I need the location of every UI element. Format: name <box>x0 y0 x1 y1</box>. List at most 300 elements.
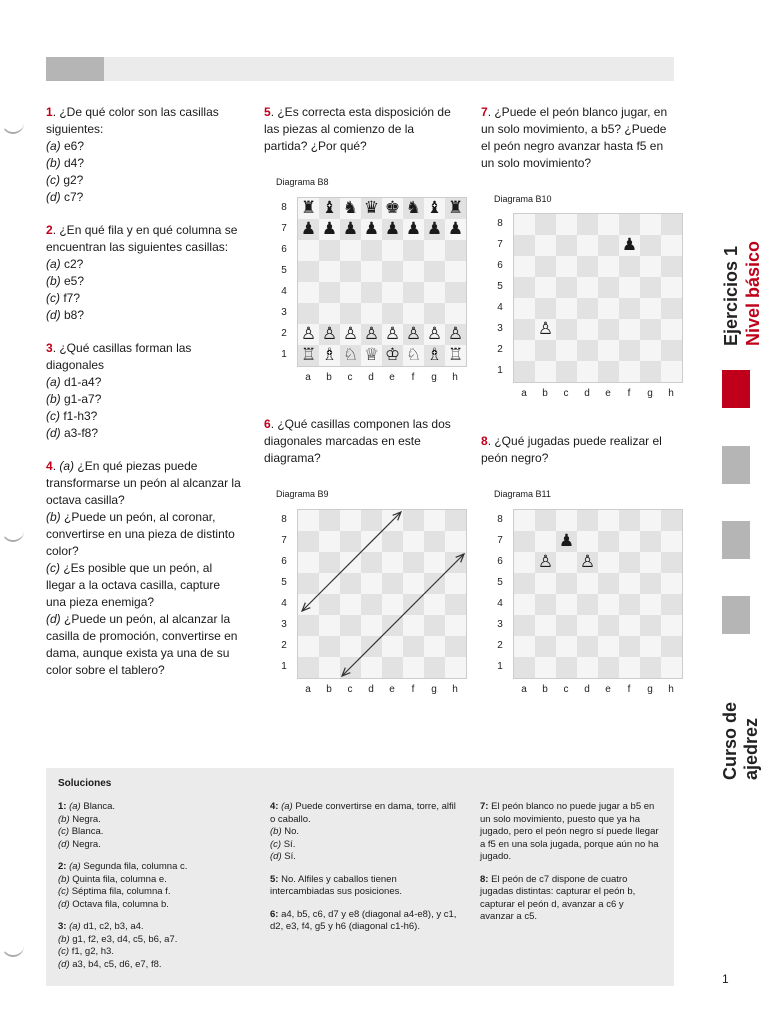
square-c3 <box>340 303 361 324</box>
square-e6 <box>598 552 619 573</box>
square-d3 <box>361 303 382 324</box>
square-b3 <box>319 303 340 324</box>
question-option: (c) ¿Es posible que un peón, al llegar a la octava casilla, capture una pieza enemiga? <box>46 561 221 609</box>
file-label: f <box>627 684 631 695</box>
square-e8 <box>598 214 619 235</box>
square-g2 <box>640 340 661 361</box>
square-e4 <box>598 298 619 319</box>
square-g3 <box>640 319 661 340</box>
file-label: b <box>542 684 548 695</box>
chess-piece-g1: ♗ <box>426 345 443 365</box>
square-b4 <box>319 282 340 303</box>
square-f5 <box>619 573 640 594</box>
square-f2 <box>619 636 640 657</box>
square-f6 <box>619 552 640 573</box>
square-g6 <box>640 256 661 277</box>
square-h6 <box>445 240 466 261</box>
square-d8 <box>577 510 598 531</box>
question-option: (d) b8? <box>46 308 85 322</box>
question-items <box>46 138 242 206</box>
square-h4 <box>661 594 682 615</box>
square-e3 <box>598 319 619 340</box>
square-a3 <box>514 319 535 340</box>
square-c1 <box>556 361 577 382</box>
chess-piece-a2: ♙ <box>300 324 317 344</box>
side-tab <box>722 596 750 634</box>
square-h4 <box>661 298 682 319</box>
file-label: f <box>411 684 415 695</box>
questions-column-1 <box>46 104 242 689</box>
question-5: 5. ¿Es correcta esta disposición de las piezas al comienzo de la partida? ¿Por qué? <box>264 105 451 153</box>
file-label: b <box>326 372 332 383</box>
square-b5 <box>319 261 340 282</box>
square-d2 <box>577 340 598 361</box>
rank-label: 1 <box>497 365 503 376</box>
chess-piece-f1: ♘ <box>405 345 422 365</box>
file-label: a <box>305 372 311 383</box>
header-strip <box>46 57 674 81</box>
chess-piece-c2: ♙ <box>342 324 359 344</box>
chess-piece-a1: ♖ <box>300 345 317 365</box>
rank-label: 6 <box>281 556 287 567</box>
square-g2 <box>640 636 661 657</box>
square-c8 <box>556 510 577 531</box>
file-label: d <box>368 684 374 695</box>
chess-piece-e1: ♔ <box>384 345 401 365</box>
square-h8 <box>661 214 682 235</box>
file-label: a <box>521 388 527 399</box>
solution-entry: 8: El peón de c7 dispone de cuatro jugadas distintas: capturar el peón b, capturar el peón d, avanzar a c6 y avanzar a c5. <box>480 873 636 922</box>
chess-piece-g7: ♟ <box>426 219 443 239</box>
rank-label: 8 <box>281 202 287 213</box>
square-a1 <box>514 361 535 382</box>
chess-piece-h8: ♜ <box>447 198 464 218</box>
question-option: (b) g1-a7? <box>46 392 102 406</box>
rank-label: 1 <box>281 661 287 672</box>
square-c8 <box>556 214 577 235</box>
square-g7 <box>640 235 661 256</box>
square-h6 <box>661 256 682 277</box>
square-a5 <box>298 261 319 282</box>
rank-label: 3 <box>281 307 287 318</box>
square-f6 <box>403 240 424 261</box>
solution-entry: 6: a4, b5, c6, d7 y e8 (diagonal a4-e8), y c1, d2, e3, f4, g5 y h6 (diagonal c1-h6). <box>270 908 457 932</box>
question-3: 3. ¿Qué casillas forman las diagonales (a) d1-a4? (b) g1-a7? (c) f1-h3? (d) a3-f8? <box>46 340 242 442</box>
chess-piece-h2: ♙ <box>447 324 464 344</box>
side-course-title <box>720 684 766 780</box>
rank-label: 6 <box>281 244 287 255</box>
chess-piece-d6: ♙ <box>579 552 596 572</box>
square-b1 <box>535 657 556 678</box>
square-h5 <box>661 277 682 298</box>
chess-piece-d2: ♙ <box>363 324 380 344</box>
square-a6 <box>514 552 535 573</box>
square-f7 <box>619 531 640 552</box>
question-6: 6. ¿Qué casillas componen las dos diagonales marcadas en este diagrama? <box>264 417 451 465</box>
square-h2 <box>661 340 682 361</box>
file-label: h <box>668 684 674 695</box>
square-h3 <box>661 319 682 340</box>
square-g3 <box>640 615 661 636</box>
question-option: (a) c2? <box>46 257 84 271</box>
rank-label: 4 <box>497 302 503 313</box>
square-f8 <box>619 214 640 235</box>
rank-label: 1 <box>497 661 503 672</box>
question-option: (c) g2? <box>46 173 84 187</box>
file-label: e <box>389 684 395 695</box>
square-c6 <box>556 256 577 277</box>
chess-piece-d8: ♛ <box>363 198 380 218</box>
file-label: d <box>368 372 374 383</box>
course-line-1: Curso de <box>720 701 740 780</box>
solution-entry: 2: (a) Segunda fila, columna c. (b) Quinta fila, columna e. (c) Séptima fila, columna f. (d) Octava fila, columna b. <box>58 861 188 910</box>
chess-piece-g8: ♝ <box>426 198 443 218</box>
square-c4 <box>340 282 361 303</box>
square-g3 <box>424 303 445 324</box>
file-label: g <box>647 388 653 399</box>
chess-piece-e2: ♙ <box>384 324 401 344</box>
question-items <box>46 374 242 442</box>
square-c4 <box>556 594 577 615</box>
square-f4 <box>403 282 424 303</box>
square-d3 <box>577 615 598 636</box>
chess-piece-b1: ♗ <box>321 345 338 365</box>
square-e2 <box>598 636 619 657</box>
question-option: (c) f7? <box>46 291 81 305</box>
square-e1 <box>598 657 619 678</box>
square-e1 <box>598 361 619 382</box>
solution-entry: 4: (a) Puede convertirse en dama, torre, alfil o caballo. (b) No. (c) Sí. (d) Sí. <box>270 801 456 862</box>
solution-entry: 7: El peón blanco no puede jugar a b5 en un solo movimiento, puesto que ya ha jugado, pero el peón negro sí puede llegar a f5 en una sola jugada, porque aún no ha jugado. <box>480 801 659 862</box>
file-label: a <box>521 684 527 695</box>
chess-piece-f2: ♙ <box>405 324 422 344</box>
header-block <box>46 57 104 81</box>
square-d1 <box>577 361 598 382</box>
chess-piece-f7: ♟ <box>405 219 422 239</box>
question-option: (a) e6? <box>46 139 85 153</box>
square-f6 <box>619 256 640 277</box>
question-option: (d) ¿Puede un peón, al alcanzar la casilla de promoción, convertirse en dama, aunque exista ya una de su color sobre el tablero? <box>46 612 238 677</box>
diagonal-c1-h6 <box>342 554 464 676</box>
question-option: (b) d4? <box>46 156 85 170</box>
square-e7 <box>598 235 619 256</box>
square-b8 <box>535 510 556 531</box>
side-title-line-2: Nivel básico <box>743 240 763 346</box>
chess-piece-b8: ♝ <box>321 198 338 218</box>
file-label: h <box>452 684 458 695</box>
question-option: (c) f1-h3? <box>46 409 98 423</box>
square-a6 <box>514 256 535 277</box>
square-a5 <box>514 573 535 594</box>
square-d8 <box>577 214 598 235</box>
file-label: c <box>347 684 353 695</box>
square-b2 <box>535 340 556 361</box>
chess-piece-b6: ♙ <box>537 552 554 572</box>
rank-label: 5 <box>497 281 503 292</box>
diagram-b10-title: Diagrama B10 <box>494 194 552 204</box>
square-b4 <box>535 594 556 615</box>
file-label: c <box>563 684 569 695</box>
square-g4 <box>424 282 445 303</box>
square-h1 <box>661 657 682 678</box>
square-d3 <box>577 319 598 340</box>
chess-piece-e8: ♚ <box>384 198 401 218</box>
square-f2 <box>619 340 640 361</box>
question-items <box>46 256 242 324</box>
file-label: h <box>452 372 458 383</box>
square-a3 <box>298 303 319 324</box>
rank-label: 2 <box>497 344 503 355</box>
file-label: e <box>605 684 611 695</box>
square-c6 <box>340 240 361 261</box>
square-a6 <box>298 240 319 261</box>
rank-label: 6 <box>497 260 503 271</box>
file-label: c <box>347 372 353 383</box>
file-label: g <box>431 684 437 695</box>
rank-label: 6 <box>497 556 503 567</box>
square-e6 <box>598 256 619 277</box>
square-f3 <box>619 615 640 636</box>
square-h3 <box>661 615 682 636</box>
question-8: 8. ¿Qué jugadas puede realizar el peón negro? <box>481 434 662 465</box>
square-g6 <box>640 552 661 573</box>
file-label: d <box>584 388 590 399</box>
question-option: (b) ¿Puede un peón, al coronar, convertirse en una pieza de distinto color? <box>46 510 235 558</box>
chess-piece-f8: ♞ <box>405 198 422 218</box>
square-b6 <box>535 256 556 277</box>
square-a4 <box>514 298 535 319</box>
square-e8 <box>598 510 619 531</box>
square-c3 <box>556 615 577 636</box>
square-f1 <box>619 361 640 382</box>
square-c5 <box>556 277 577 298</box>
square-h7 <box>661 531 682 552</box>
square-g4 <box>640 594 661 615</box>
square-h3 <box>445 303 466 324</box>
solutions-column-1 <box>58 801 258 981</box>
square-f8 <box>619 510 640 531</box>
file-label: h <box>668 388 674 399</box>
rank-label: 5 <box>281 265 287 276</box>
page-number: 1 <box>722 972 729 986</box>
side-section-title <box>720 226 766 346</box>
file-label: e <box>389 372 395 383</box>
chess-piece-h1: ♖ <box>447 345 464 365</box>
diagram-b11-title: Diagrama B11 <box>494 489 551 499</box>
square-g1 <box>640 361 661 382</box>
square-f1 <box>619 657 640 678</box>
square-h4 <box>445 282 466 303</box>
solutions-column-3 <box>480 801 660 934</box>
solution-entry: 1: (a) Blanca. (b) Negra. (c) Blanca. (d) Negra. <box>58 801 116 850</box>
square-c4 <box>556 298 577 319</box>
square-d7 <box>577 531 598 552</box>
rank-label: 8 <box>497 218 503 229</box>
square-a2 <box>514 636 535 657</box>
file-label: a <box>305 684 311 695</box>
square-f3 <box>619 319 640 340</box>
chess-piece-b3: ♙ <box>537 319 554 339</box>
square-g4 <box>640 298 661 319</box>
diagonals-overlay <box>298 510 466 678</box>
square-h5 <box>661 573 682 594</box>
square-d6 <box>577 256 598 277</box>
question-2: 2. ¿En qué fila y en qué columna se encuentran las siguientes casillas: (a) c2? (b) e5? (c) f7? (d) b8? <box>46 222 242 324</box>
rank-label: 7 <box>497 535 503 546</box>
solutions-title: Soluciones <box>58 778 112 789</box>
square-d6 <box>361 240 382 261</box>
square-b6 <box>319 240 340 261</box>
question-option: (a) d1-a4? <box>46 375 102 389</box>
file-label: f <box>627 388 631 399</box>
square-g5 <box>640 573 661 594</box>
chess-piece-b2: ♙ <box>321 324 338 344</box>
square-h5 <box>445 261 466 282</box>
square-d1 <box>577 657 598 678</box>
square-g8 <box>640 214 661 235</box>
square-f4 <box>619 594 640 615</box>
side-tab <box>722 446 750 484</box>
rank-label: 2 <box>281 328 287 339</box>
chess-piece-g2: ♙ <box>426 324 443 344</box>
question-7: 7. ¿Puede el peón blanco jugar, en un solo movimiento, a b5? ¿Puede el peón negro avanzar hasta f5 en un solo movimiento? <box>481 105 668 170</box>
square-g1 <box>640 657 661 678</box>
chess-piece-d7: ♟ <box>363 219 380 239</box>
square-d4 <box>361 282 382 303</box>
rank-label: 4 <box>281 286 287 297</box>
chess-piece-b7: ♟ <box>321 219 338 239</box>
chess-piece-e7: ♟ <box>384 219 401 239</box>
square-e5 <box>598 277 619 298</box>
binder-hole <box>2 520 32 550</box>
square-c6 <box>556 552 577 573</box>
square-d4 <box>577 298 598 319</box>
square-c1 <box>556 657 577 678</box>
square-a7 <box>514 531 535 552</box>
rank-label: 7 <box>281 223 287 234</box>
square-b5 <box>535 277 556 298</box>
binder-hole <box>2 935 32 965</box>
diagram-b9-title: Diagrama B9 <box>276 489 329 499</box>
square-b3 <box>535 615 556 636</box>
rank-label: 3 <box>497 619 503 630</box>
square-h1 <box>661 361 682 382</box>
square-c5 <box>556 573 577 594</box>
square-a2 <box>514 340 535 361</box>
square-c5 <box>340 261 361 282</box>
rank-label: 5 <box>497 577 503 588</box>
rank-label: 5 <box>281 577 287 588</box>
square-d5 <box>577 277 598 298</box>
file-label: d <box>584 684 590 695</box>
file-label: g <box>431 372 437 383</box>
square-a5 <box>514 277 535 298</box>
course-line-2: ajedrez <box>741 717 761 780</box>
question-items <box>46 509 242 679</box>
square-d5 <box>577 573 598 594</box>
square-d4 <box>577 594 598 615</box>
rank-label: 4 <box>497 598 503 609</box>
square-e2 <box>598 340 619 361</box>
chess-piece-c8: ♞ <box>342 198 359 218</box>
square-e3 <box>382 303 403 324</box>
square-b5 <box>535 573 556 594</box>
question-option: (d) a3-f8? <box>46 426 99 440</box>
square-a8 <box>514 214 535 235</box>
square-e5 <box>382 261 403 282</box>
square-g6 <box>424 240 445 261</box>
square-c2 <box>556 340 577 361</box>
chess-piece-c1: ♘ <box>342 345 359 365</box>
square-h6 <box>661 552 682 573</box>
file-label: e <box>605 388 611 399</box>
question-4: 4. (a) ¿En qué piezas puede transformarse un peón al alcanzar la octava casilla? (b) ¿Puede un peón, al coronar, convertirse en una pieza de distinto color? (c) ¿Es posible que un peón, al llegar a la octava casilla, capture una pieza enemiga? (d) ¿Puede un peón, al alcanzar la casilla de promoción, convertirse en dama, aunque exista ya una de su color sobre el tablero? <box>46 459 241 677</box>
chess-piece-c7: ♟ <box>342 219 359 239</box>
question-option: (d) c7? <box>46 190 84 204</box>
square-b7 <box>535 235 556 256</box>
diagram-b8-title: Diagrama B8 <box>276 177 329 187</box>
square-d2 <box>577 636 598 657</box>
chess-piece-f7: ♟ <box>621 235 638 255</box>
solutions-column-2 <box>270 801 460 944</box>
side-tab-active <box>722 370 750 408</box>
rank-label: 4 <box>281 598 287 609</box>
rank-label: 8 <box>497 514 503 525</box>
square-e3 <box>598 615 619 636</box>
square-a3 <box>514 615 535 636</box>
rank-label: 8 <box>281 514 287 525</box>
rank-label: 2 <box>281 640 287 651</box>
square-c7 <box>556 235 577 256</box>
binder-hole <box>2 112 32 142</box>
square-a7 <box>514 235 535 256</box>
solution-entry: 5: No. Alfiles y caballos tienen intercambiadas sus posiciones. <box>270 873 403 897</box>
square-e6 <box>382 240 403 261</box>
rank-label: 7 <box>497 239 503 250</box>
square-g5 <box>424 261 445 282</box>
side-title-line-1: Ejercicios 1 <box>721 245 741 346</box>
square-a8 <box>514 510 535 531</box>
solution-entry: 3: (a) d1, c2, b3, a4. (b) g1, f2, e3, d4, c5, b6, a7. (c) f1, g2, h3. (d) a3, b4, c5, d6, e7, f8. <box>58 921 178 970</box>
solutions-panel <box>46 768 674 986</box>
square-f4 <box>619 298 640 319</box>
file-label: b <box>326 684 332 695</box>
square-b8 <box>535 214 556 235</box>
square-h8 <box>661 510 682 531</box>
square-a4 <box>514 594 535 615</box>
chess-piece-c7: ♟ <box>558 531 575 551</box>
rank-label: 3 <box>497 323 503 334</box>
square-g7 <box>640 531 661 552</box>
chess-piece-a8: ♜ <box>300 198 317 218</box>
file-label: c <box>563 388 569 399</box>
rank-label: 1 <box>281 349 287 360</box>
square-f3 <box>403 303 424 324</box>
chess-piece-d1: ♕ <box>363 345 380 365</box>
square-d7 <box>577 235 598 256</box>
rank-label: 2 <box>497 640 503 651</box>
chess-piece-h7: ♟ <box>447 219 464 239</box>
square-f5 <box>403 261 424 282</box>
square-a1 <box>514 657 535 678</box>
square-c3 <box>556 319 577 340</box>
square-h7 <box>661 235 682 256</box>
file-label: g <box>647 684 653 695</box>
square-b7 <box>535 531 556 552</box>
file-label: f <box>411 372 415 383</box>
square-a4 <box>298 282 319 303</box>
square-b1 <box>535 361 556 382</box>
